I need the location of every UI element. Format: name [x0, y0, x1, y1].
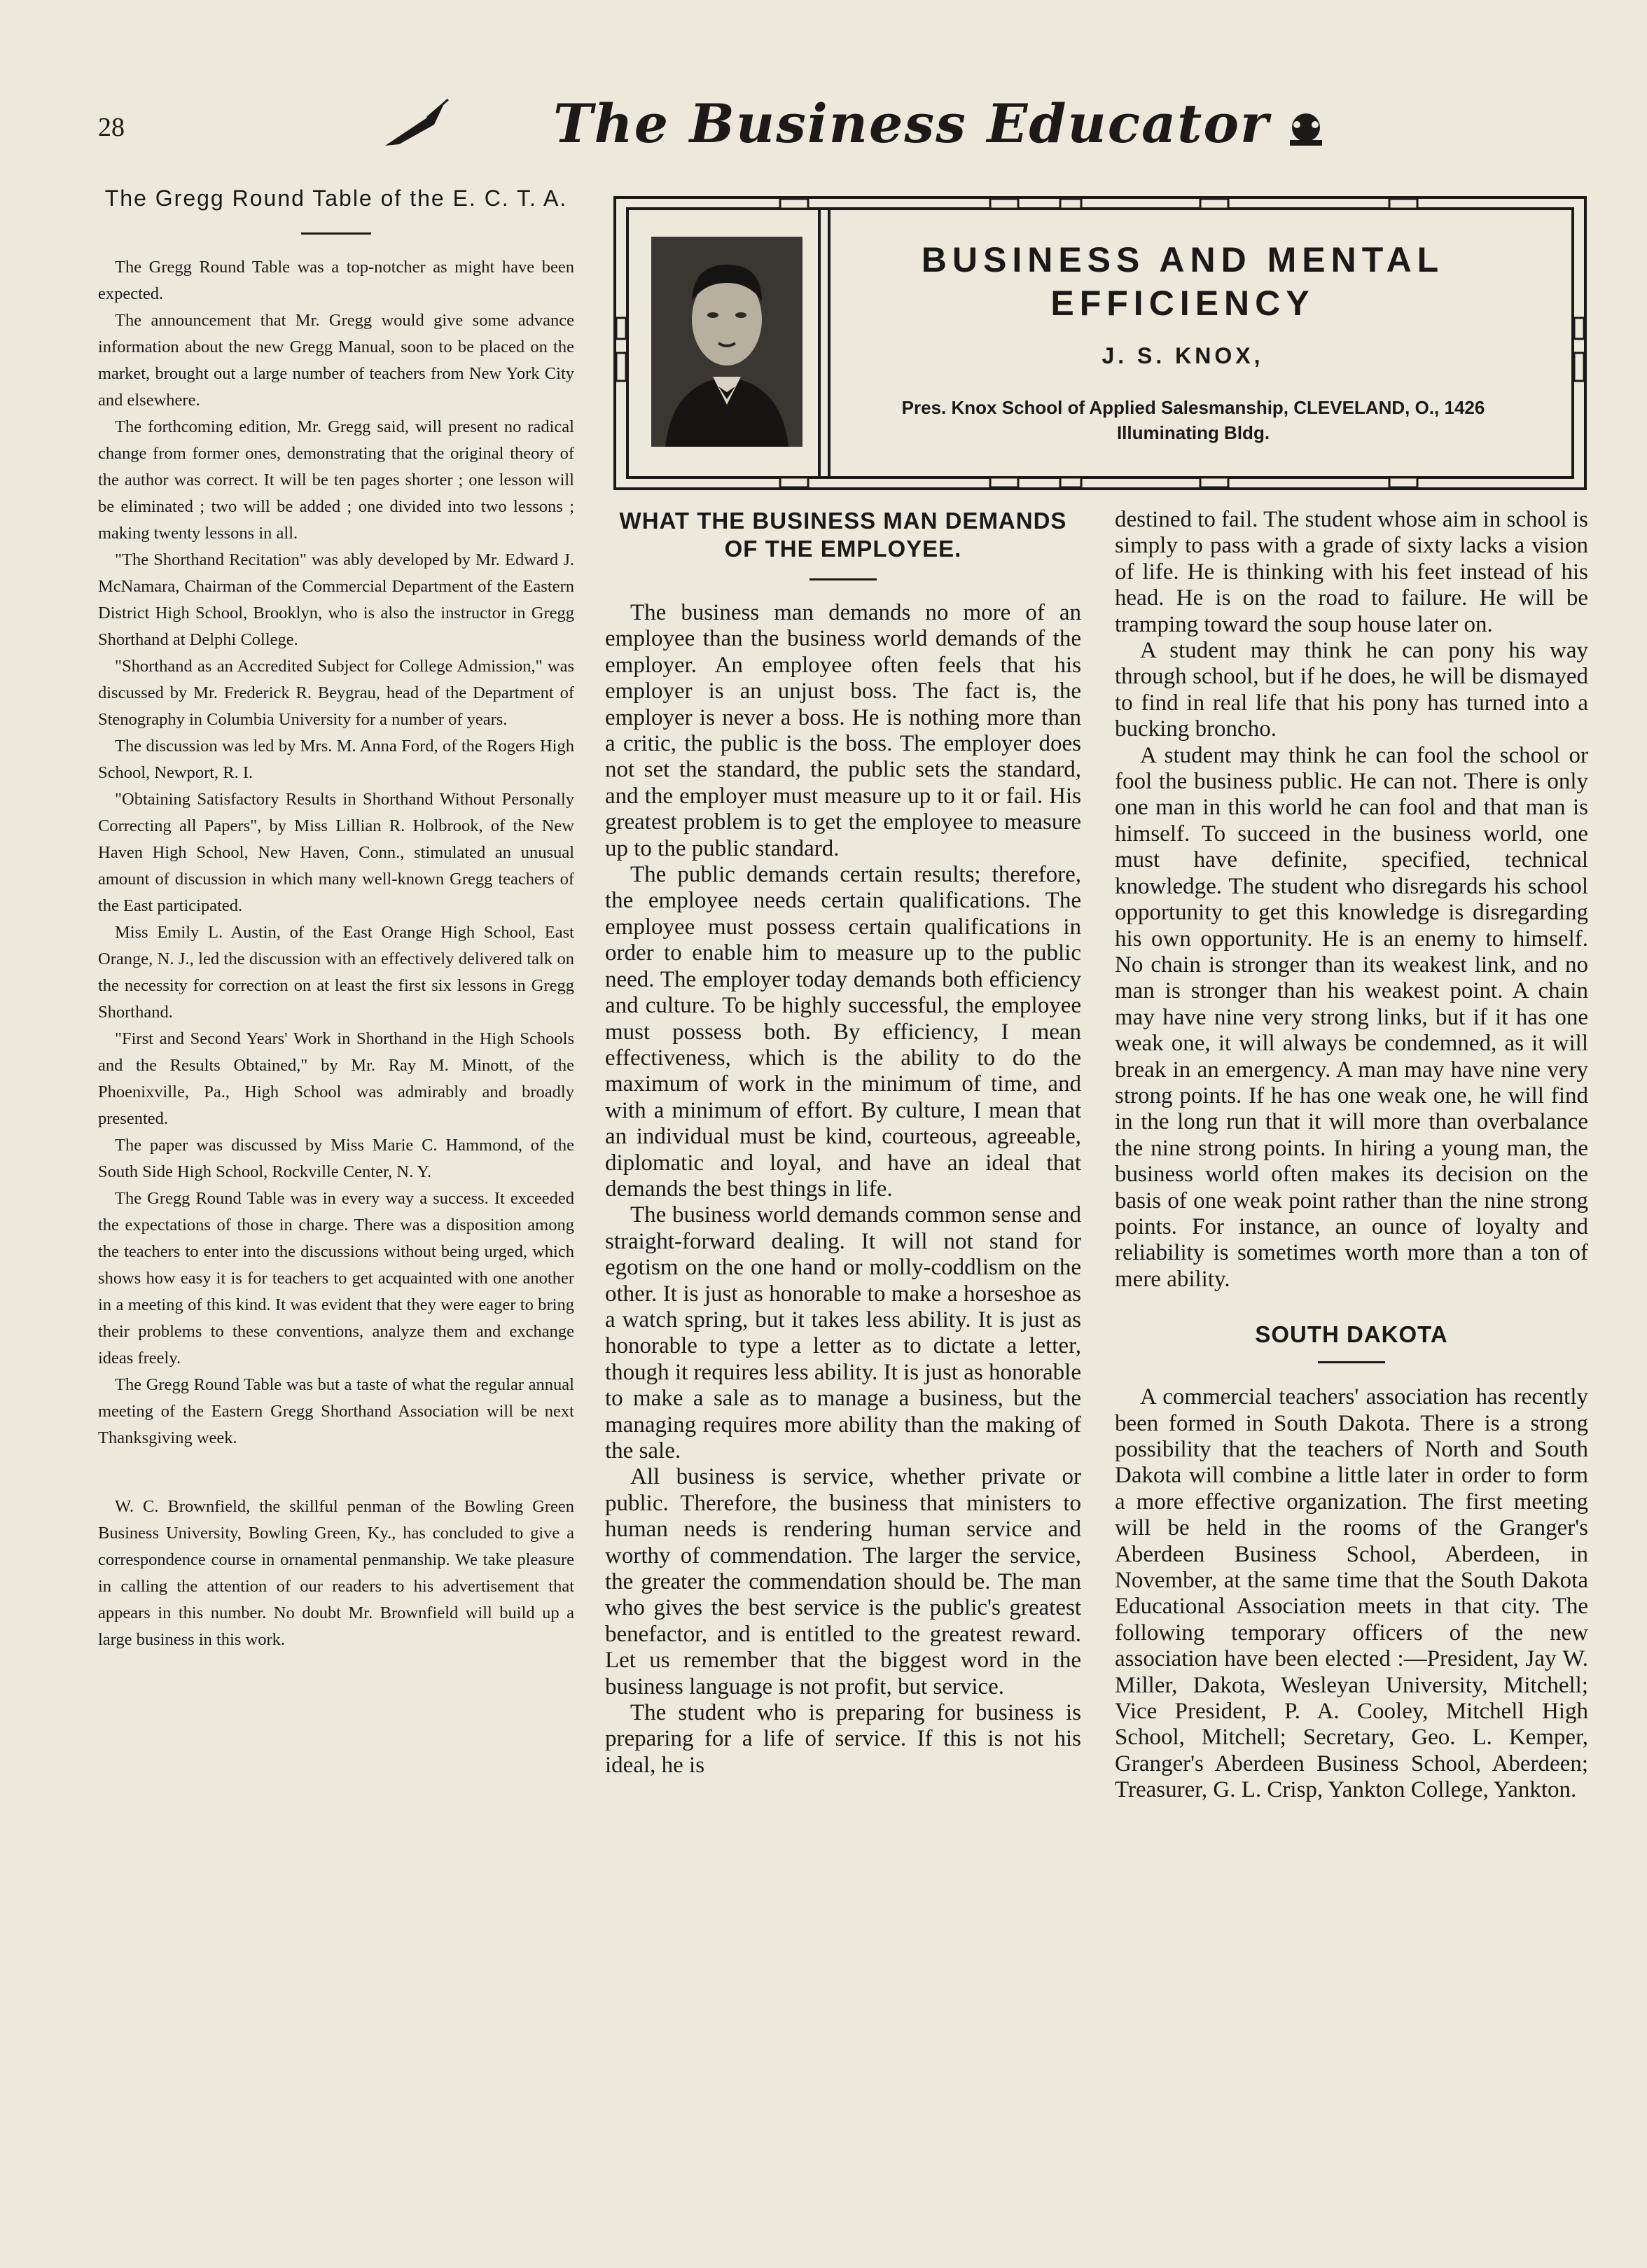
south-dakota-paragraph: A commercial teachers' association has recently been formed in South Dakota. There is a strong possibility that the teachers of North and South Dakota will combine a little later in order to form a more effective organization. The first meeting will be held in the rooms of the Granger's Aberdeen Business School, Aberdeen, in November, at the same time that the South Dakota Educational Association meets in that city. The following temporary officers of the new association have been elected :—President, Jay W. Miller, Dakota, Wesleyan University, Mitchell; Vice President, P. A. Cooley, Mitchell High School, Mitchell; Secretary, Geo. L. Kemper, Granger's Aberdeen Business School, Aberdeen; Treasurer, G. L. Crisp, Yankton College, Yankton.: [1115, 1384, 1588, 1803]
column-title: The Gregg Round Table of the E. C. T. A.: [104, 186, 568, 211]
author-portrait: [651, 237, 802, 447]
ornament-icon: [1281, 108, 1330, 150]
paragraph: A student may think he can pony his way through school, but if he does, he will be dismayed to find in real life that his pony has turned into a bucking broncho.: [1115, 638, 1588, 742]
article-column-right: [1115, 507, 1588, 1804]
paragraph: "Obtaining Satisfactory Results in Shorthand Without Personally Correcting all Papers", by Miss Lillian R. Holbrook, of the New Haven High School, New Haven, Conn., stimulated an unusual amount of discussion in which many well-known Gregg teachers of the East participated.: [98, 790, 574, 915]
article-title: BUSINESS AND MENTAL EFFICIENCY: [921, 240, 1445, 323]
article-column-middle: [605, 507, 1081, 1779]
divider-rule: [301, 232, 371, 235]
masthead-title: The Business Educator: [553, 92, 1270, 155]
paragraph: "Shorthand as an Accredited Subject for College Admission," was discussed by Mr. Frederick R. Beygrau, head of the Department of Stenography in Columbia University for a number of years.: [98, 657, 574, 729]
paragraph: "The Shorthand Recitation" was ably developed by Mr. Edward J. McNamara, Chairman of the Commercial Department of the Eastern District High School, Brooklyn, who is also the instructor in Gregg Shorthand at Delphi College.: [98, 550, 574, 649]
article-title-box: [612, 192, 1590, 494]
page-number: 28: [98, 113, 125, 142]
divider-rule: [809, 578, 877, 580]
paragraph: The public demands certain results; therefore, the employee needs certain qualifications. The employee must possess certain qualifications in order to enable him to measure up to the public need. The employer today demands both efficiency and culture. To be highly successful, the employee must possess both. By efficiency, I mean effectiveness, which is the ability to do the maximum of work in the minimum of time, and with a minimum of effort. By culture, I mean that an individual must be kind, courteous, agreeable, diplomatic and loyal, and have an ideal that demands the best things in life.: [605, 862, 1081, 1202]
masthead: [378, 83, 1358, 167]
paragraph: The Gregg Round Table was but a taste of what the regular annual meeting of the Eastern Gregg Shorthand Association will be next Thanksgiving week.: [98, 1375, 574, 1447]
article-author: J. S. KNOX,: [1102, 343, 1264, 368]
section-heading: WHAT THE BUSINESS MAN DEMANDS OF THE EMPLOYEE.: [619, 508, 1067, 562]
paragraph: The announcement that Mr. Gregg would give some advance information about the new Gregg Manual, soon to be placed on the market, brought out a large number of teachers from New York City and elsewhere.: [98, 311, 574, 410]
paragraph: The forthcoming edition, Mr. Gregg said, will present no radical change from former ones, demonstrating that the original theory of the author was correct. It will be ten pages shorter ; one lesson will be eliminated ; two will be added ; one divided into two lessons ; making twenty lessons in all.: [98, 417, 574, 543]
paragraph: The student who is preparing for business is preparing for a life of service. If this is not his ideal, he is: [605, 1700, 1081, 1778]
paragraph: The business world demands common sense and straight-forward dealing. It will not stand for egotism on the one hand or molly-coddlism on the other. It is just as honorable to make a horseshoe as a watch spring, but it takes less ability. It is just as honorable to type a letter as to dictate a letter, though it requires less ability. It is just as honorable to make a sale as to manage a business, but the managing requires more ability than the making of the sale.: [605, 1202, 1081, 1463]
paragraph: The paper was discussed by Miss Marie C. Hammond, of the South Side High School, Rockville Center, N. Y.: [98, 1136, 574, 1181]
author-affiliation: Pres. Knox School of Applied Salesmanship, CLEVELAND, O., 1426 Illuminating Bldg.: [901, 397, 1485, 443]
paragraph: Miss Emily L. Austin, of the East Orange High School, East Orange, N. J., led the discussion with an effectively delivered talk on the necessity for correction on at least the first six lessons in Gregg Shorthand.: [98, 923, 574, 1022]
divider-rule: [1318, 1361, 1385, 1363]
page-header: [0, 0, 1647, 175]
quill-icon: [378, 97, 455, 153]
south-dakota-heading: SOUTH DAKOTA: [1255, 1321, 1448, 1348]
paragraph: A student may think he can fool the school or fool the business public. He can not. There is only one man in this world he can fool and that man is himself. To succeed in the business world, one must have definite, specified, technical knowledge. The student who disregards his school opportunity to get this knowledge is disregarding his own opportunity. He is an enemy to himself. No chain is stronger than its weakest link, and no man is stronger than his weakest point. A chain may have nine very strong links, but if it has one weak one, it will always be condemned, as it will break in an emergency. A man may have nine very strong points. If he has one weak one, he will find in the long run that it will more than overbalance the nine strong points. In hiring a young man, the business world often makes its decision on the basis of one weak point rather than the nine strong points. For instance, an ounce of loyalty and reliability is sometimes worth more than a ton of mere ability.: [1115, 742, 1588, 1292]
gregg-round-table-column: [98, 183, 574, 1653]
paragraph: The business man demands no more of an employee than the business world demands of the employer. An employee often feels that his employer is an unjust boss. The fact is, the employer is never a boss. He is nothing more than a critic, the public is the boss. The employer does not set the standard, the public sets the standard, and the employer must measure up to it or fail. His greatest problem is to get the employee to measure up to the public standard.: [605, 600, 1081, 861]
paragraph: The Gregg Round Table was in every way a success. It exceeded the expectations of those in charge. There was a disposition among the teachers to enter into the discussions without being urged, which shows how easy it is for teachers to get acquainted with one another in a meeting of this kind. It was evident that they were eager to bring their problems to these conventions, analyze them and exchange ideas freely.: [98, 1189, 574, 1368]
paragraph: The discussion was led by Mrs. M. Anna Ford, of the Rogers High School, Newport, R. I.: [98, 737, 574, 782]
paragraph: The Gregg Round Table was a top-notcher as might have been expected.: [98, 258, 574, 303]
paragraph: All business is service, whether private or public. Therefore, the business that ministers to human needs is rendering human service and worthy of commendation. The larger the service, the greater the commendation should be. The man who gives the best service is the public's greatest benefactor, and is entitled to the greatest reward. Let us remember that the biggest word in the business language is not profit, but service.: [605, 1464, 1081, 1699]
paragraph: destined to fail. The student whose aim in school is simply to pass with a grade of sixty lacks a vision of life. He is thinking with his feet instead of his head. He is on the road to failure. He will be tramping toward the soup house later on.: [1115, 507, 1588, 637]
brownfield-note: W. C. Brownfield, the skillful penman of the Bowling Green Business University, Bowling Green, Ky., has concluded to give a correspondence course in ornamental penmanship. We take pleasure in calling the attention of our readers to his advertisement that appears in this number. No doubt Mr. Brownfield will build up a large business in this work.: [98, 1497, 574, 1649]
paragraph: "First and Second Years' Work in Shorthand in the High Schools and the Results Obtained," by Mr. Ray M. Minott, of the Phoenixville, Pa., High School was admirably and broadly presented.: [98, 1029, 574, 1128]
